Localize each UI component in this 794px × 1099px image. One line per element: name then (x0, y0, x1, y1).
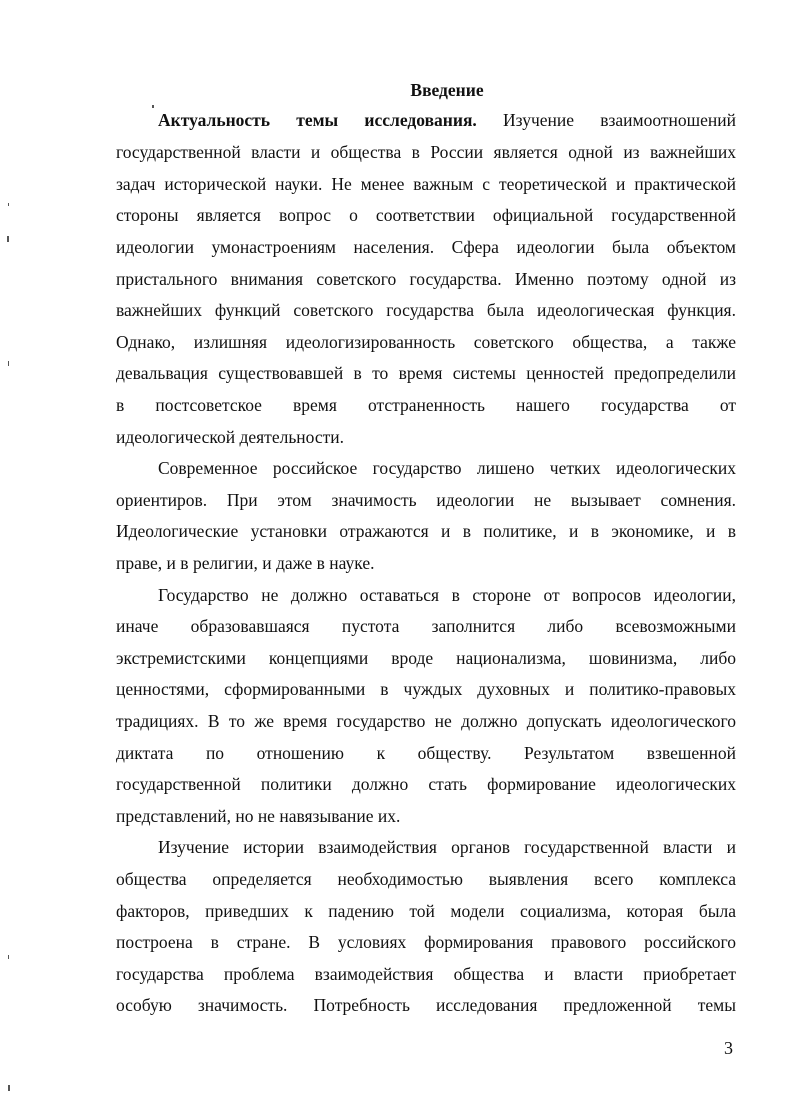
text-line: особую значимость. Потребность исследования предложенной темы (116, 995, 736, 1015)
topic-relevance-lead: Актуальность темы исследования. (158, 110, 477, 130)
text-line: задач исторической науки. Не менее важным с теоретической и практической (116, 174, 736, 194)
text-line: государственной политики должно стать формирование идеологических (116, 774, 736, 794)
text-line: Изучение истории взаимодействия органов государственной власти и (158, 837, 736, 857)
text-line: Актуальность темы исследования. Изучение взаимоотношений (158, 110, 736, 130)
scan-speck (8, 361, 9, 366)
text-line: Однако, излишняя идеологизированность советского общества, а также (116, 332, 736, 352)
text-line: государственной власти и общества в России является одной из важнейших (116, 142, 736, 162)
text-line: Государство не должно оставаться в стороне от вопросов идеологии, (158, 585, 736, 605)
text-line: ценностями, сформированными в чуждых духовных и политико-правовых (116, 679, 736, 699)
text-line: факторов, приведших к падению той модели социализма, которая была (116, 901, 736, 921)
text-line: пристального внимания советского государства. Именно поэтому одной из (116, 269, 736, 289)
text-line: Современное российское государство лишено четких идеологических (158, 458, 736, 478)
scan-speck (8, 203, 9, 206)
text-line: идеологической деятельности. (116, 427, 345, 447)
page-number: 3 (724, 1038, 733, 1058)
text-line: общества определяется необходимостью выявления всего комплекса (116, 869, 736, 889)
text-line: важнейших функций советского государства была идеологическая функция. (116, 300, 736, 320)
text-line: девальвация существовавшей в то время системы ценностей предопределили (116, 363, 736, 383)
text-line: в постсоветское время отстраненность нашего государства от (116, 395, 736, 415)
text-line: построена в стране. В условиях формирования правового российского (116, 932, 736, 952)
text-line: государства проблема взаимодействия общества и власти приобретает (116, 964, 736, 984)
text-line: традициях. В то же время государство не должно допускать идеологического (116, 711, 736, 731)
text-line: идеологии умонастроениям населения. Сфера идеологии была объектом (116, 237, 736, 257)
text-line: экстремистскими концепциями вроде национализма, шовинизма, либо (116, 648, 736, 668)
scan-speck (7, 236, 9, 242)
text-line: иначе образовавшаяся пустота заполнится либо всевозможными (116, 616, 736, 636)
text-line: ориентиров. При этом значимость идеологии не вызывает сомнения. (116, 490, 736, 510)
section-heading: Введение (410, 80, 484, 100)
text-line: представлений, но не навязывание их. (116, 806, 401, 826)
text-line: Идеологические установки отражаются и в политике, и в экономике, и в (116, 521, 736, 541)
scan-speck (152, 105, 154, 108)
scan-speck (8, 955, 9, 959)
text-line: праве, и в религии, и даже в науке. (116, 553, 375, 573)
scan-speck (8, 1085, 10, 1091)
text-line: стороны является вопрос о соответствии официальной государственной (116, 205, 736, 225)
text-line: диктата по отношению к обществу. Результатом взвешенной (116, 743, 736, 763)
